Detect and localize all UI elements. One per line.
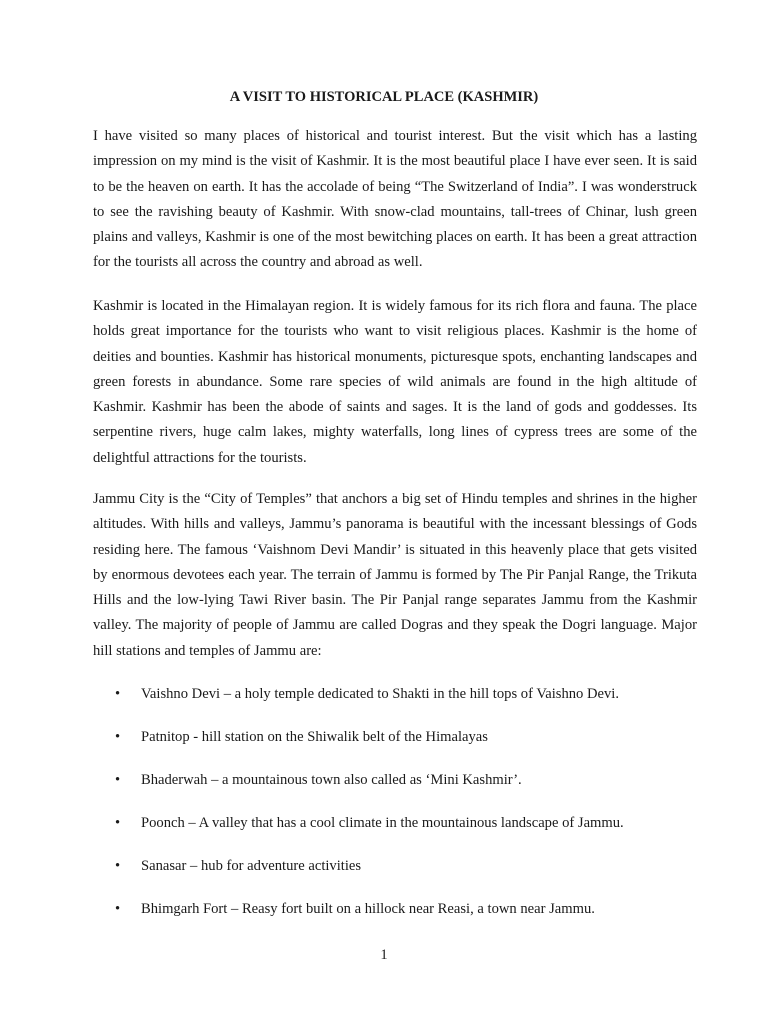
document-title: A VISIT TO HISTORICAL PLACE (KASHMIR) <box>229 89 539 105</box>
paragraph-intro: I have visited so many places of historical and tourist interest. But the visit which has a lasting impression on my mind is the visit of Kashmir. It is the most beautiful place I have ever seen. It is said to be the heaven on earth. It has the accolade of being “The Switzerland of India”. I was wonderstruck to see the ravishing beauty of Kashmir. With snow-clad mountains, tall-trees of Chinar, lush green plains and valleys, Kashmir is one of the most bewitching places on earth. It has been a great attraction for the tourists all across the country and abroad as well. <box>93 128 697 271</box>
bullet-icon: • <box>115 858 121 874</box>
bullet-icon: • <box>115 901 121 917</box>
list-item-text: Vaishno Devi – a holy temple dedicated to Shakti in the hill tops of Vaishno Devi. <box>141 686 620 702</box>
bullet-icon: • <box>115 729 121 745</box>
bullet-icon: • <box>115 772 121 788</box>
paragraph-jammu-city: Jammu City is the “City of Temples” that anchors a big set of Hindu temples and shrines in the higher altitudes. With hills and valleys, Jammu’s panorama is beautiful with the incessant blessings of Gods residing here. The famous ‘Vaishnom Devi Mandir’ is situated in this heavenly place that gets visited by enormous devotees each year. The terrain of Jammu is formed by The Pir Panjal Range, the Trikuta Hills and the low-lying Tawi River basin. The Pir Panjal range separates Jammu from the Kashmir valley. The majority of people of Jammu are called Dogras and they speak the Dogri language. Major hill stations and temples of Jammu are: <box>93 491 697 659</box>
list-item-text: Patnitop - hill station on the Shiwalik belt of the Himalayas <box>141 729 488 745</box>
page-number: 1 <box>380 947 388 963</box>
list-item-text: Bhaderwah – a mountainous town also called as ‘Mini Kashmir’. <box>141 772 522 788</box>
list-item-text: Sanasar – hub for adventure activities <box>141 858 362 874</box>
bullet-icon: • <box>115 815 121 831</box>
list-item-text: Bhimgarh Fort – Reasy fort built on a hillock near Reasi, a town near Jammu. <box>141 901 595 917</box>
paragraph-kashmir-region: Kashmir is located in the Himalayan region. It is widely famous for its rich flora and fauna. The place holds great importance for the tourists who want to visit religious places. Kashmir is the home of deities and bounties. Kashmir has historical monuments, picturesque spots, enchanting landscapes and green forests in abundance. Some rare species of wild animals are found in the high altitude of Kashmir. Kashmir has been the abode of saints and sages. It is the land of gods and goddesses. Its serpentine rivers, huge calm lakes, mighty waterfalls, long lines of cypress trees are some of the delightful attractions for the tourists. <box>93 298 697 466</box>
bullet-icon: • <box>115 686 121 702</box>
list-item-text: Poonch – A valley that has a cool climate in the mountainous landscape of Jammu. <box>141 815 624 831</box>
